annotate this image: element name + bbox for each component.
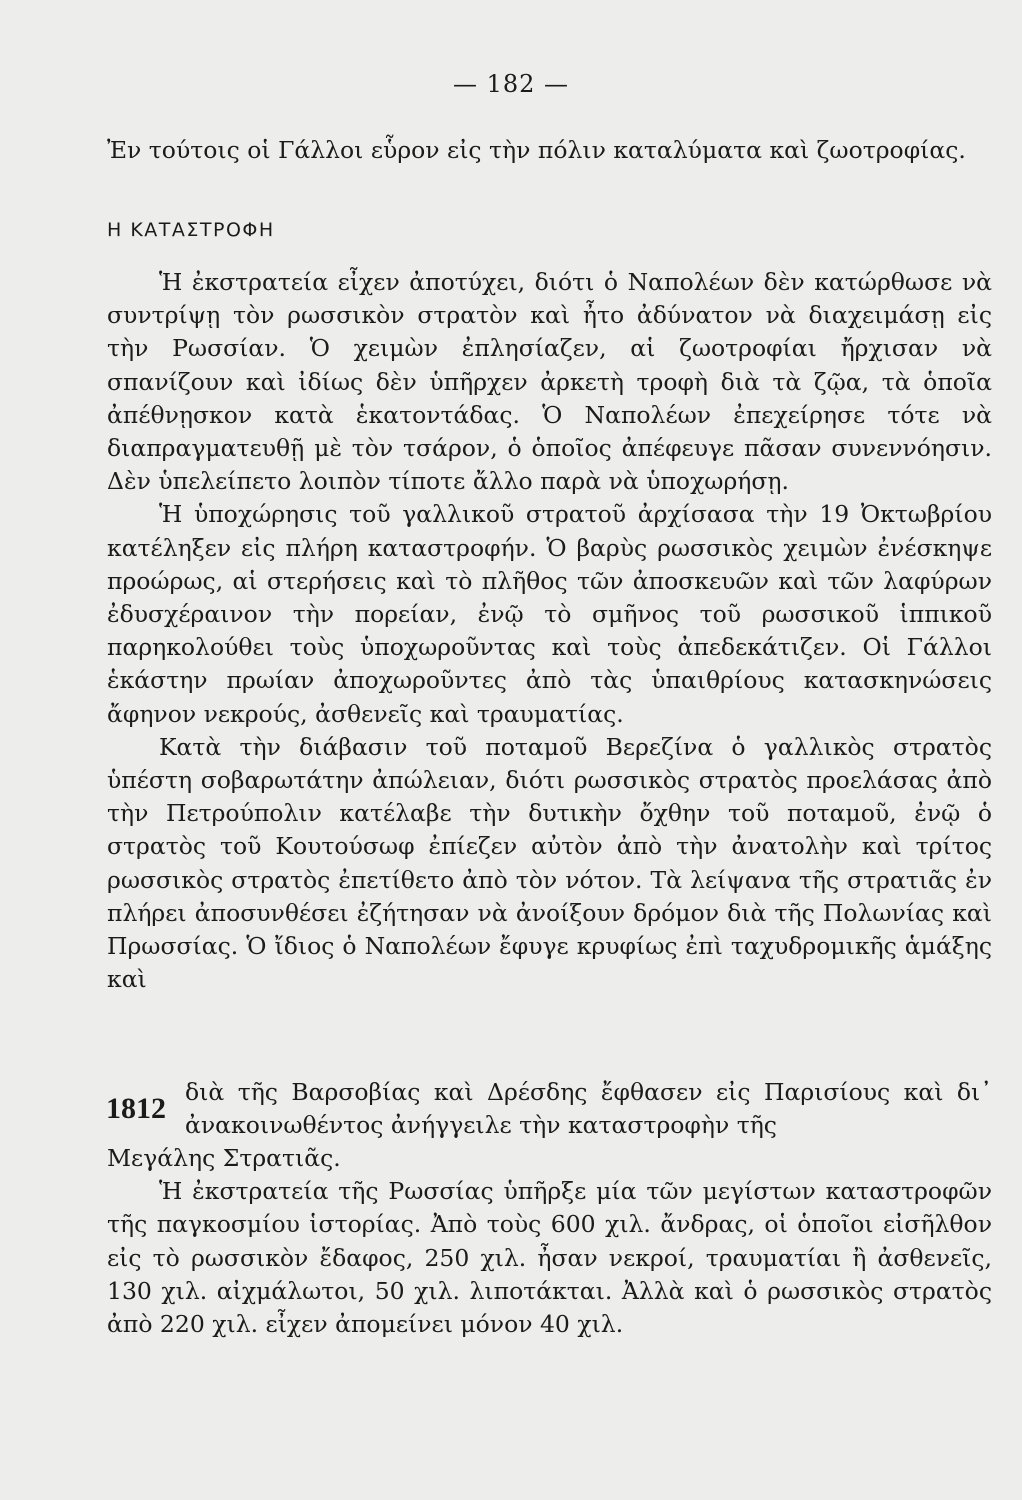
paragraph-retreat: Ἡ ὑποχώρησις τοῦ γαλλικοῦ στρατοῦ ἀρχίσασα τὴν 19 Ὀκτωβρίου κατέληξεν εἰς πλήρη καταστροφήν. Ὁ βαρὺς ρωσσικὸς χειμὼν ἐνέσκηψε προώρως, αἱ στερήσεις καὶ τὸ πλῆθος τῶν ἀποσκευῶν καὶ τῶν λαφύρων ἐδυσχέραινον τὴν πορείαν, ἐνῷ τὸ σμῆνος τοῦ ρωσσικοῦ ἱππικοῦ παρηκολούθει τοὺς ὑποχωροῦντας καὶ τοὺς ἀπεδεκάτιζεν. Οἱ Γάλλοι ἑκάστην πρωίαν ἀποχωροῦντες ἀπὸ τὰς ὑπαιθρίους κατασκηνώσεις ἄφηνον νεκρούς, ἀσθενεῖς καὶ τραυματίας. [107,500,992,728]
paragraph-berezina-end: Μεγάλης Στρατιᾶς. [107,1144,341,1172]
side-text [185,1076,992,1142]
intro-paragraph [107,134,992,167]
page-number: — 182 — [452,70,570,98]
paragraph-berezina: Κατὰ τὴν διάβασιν τοῦ ποταμοῦ Βερεζίνα ὁ γαλλικὸς στρατὸς ὑπέστη σοβαρωτάτην ἀπώλειαν, διότι ρωσσικὸς στρατὸς προελάσας ἀπὸ τὴν Πετρούπολιν κατέλαβε τὴν δυτικὴν ὄχθην τοῦ ποταμοῦ, ἐνῷ ὁ στρατὸς τοῦ Κουτούσωφ ἐπίεζεν αὐτὸν ἀπὸ τὴν ἀνατολὴν καὶ τρίτος ρωσσικὸς στρατὸς ἐπετίθετο ἀπὸ τὸν νότον. Τὰ λείψανα τῆς στρατιᾶς ἐν πλήρει ἀποσυνθέσει ἐζήτησαν νὰ ἀνοίξουν δρόμον διὰ τῆς Πολωνίας καὶ Πρωσσίας. Ὁ ἴδιος ὁ Ναπολέων ἔφυγε κρυφίως ἐπὶ ταχυδρομικῆς ἁμάξης καὶ [107,732,992,994]
paragraph-berezina-side: διὰ τῆς Βαρσοβίας καὶ Δρέσδης ἔφθασεν εἰς Παρισίους καὶ δι᾽ ἀνακοινωθέντος ἀνήγγειλε τὴν καταστροφὴν τῆς [185,1078,992,1140]
margin-year: 1812 [106,1092,166,1125]
main-paragraphs [107,266,992,996]
section-heading: Η ΚΑΤΑΣΤΡΟΦΗ [107,219,275,241]
paragraph-retreat-cause: Ἡ ἐκστρατεία εἶχεν ἀποτύχει, διότι ὁ Ναπολέων δὲν κατώρθωσε νὰ συντρίψῃ τὸν ρωσσικὸν στρατὸν καὶ ἦτο ἀδύνατον νὰ διαχειμάσῃ εἰς τὴν Ρωσσίαν. Ὁ χειμὼν ἐπλησίαζεν, αἱ ζωοτροφίαι ἤρχισαν νὰ σπανίζουν καὶ ἰδίως δὲν ὑπῆρχεν ἀρκετὴ τροφὴ διὰ τὰ ζῷα, τὰ ὁποῖα ἀπέθνῃσκον κατὰ ἑκατοντάδας. Ὁ Ναπολέων ἐπεχείρησε τότε νὰ διαπραγματευθῇ μὲ τὸν τσάρον, ὁ ὁποῖος ἀπέφευγε πᾶσαν συνεννόησιν. Δὲν ὑπελείπετο λοιπὸν τίποτε ἄλλο παρὰ νὰ ὑποχωρήσῃ. [107,268,992,496]
paragraph-summary: Ἡ ἐκστρατεία τῆς Ρωσσίας ὑπῆρξε μία τῶν μεγίστων καταστροφῶν τῆς παγκοσμίου ἱστορίας. Ἀπὸ τοὺς 600 χιλ. ἄνδρας, οἱ ὁποῖοι εἰσῆλθον εἰς τὸ ρωσσικὸν ἔδαφος, 250 χιλ. ἦσαν νεκροί, τραυματίαι ἢ ἀσθενεῖς, 130 χιλ. αἰχμάλωτοι, 50 χιλ. λιποτάκται. Ἀλλὰ καὶ ὁ ρωσσικὸς στρατὸς ἀπὸ 220 χιλ. εἶχεν ἀπομείνει μόνον 40 χιλ. [107,1177,992,1339]
intro-text: Ἐν τούτοις οἱ Γάλλοι εὗρον εἰς τὴν πόλιν καταλύματα καὶ ζωοτροφίας. [107,136,966,164]
closing-paragraphs [107,1142,992,1341]
